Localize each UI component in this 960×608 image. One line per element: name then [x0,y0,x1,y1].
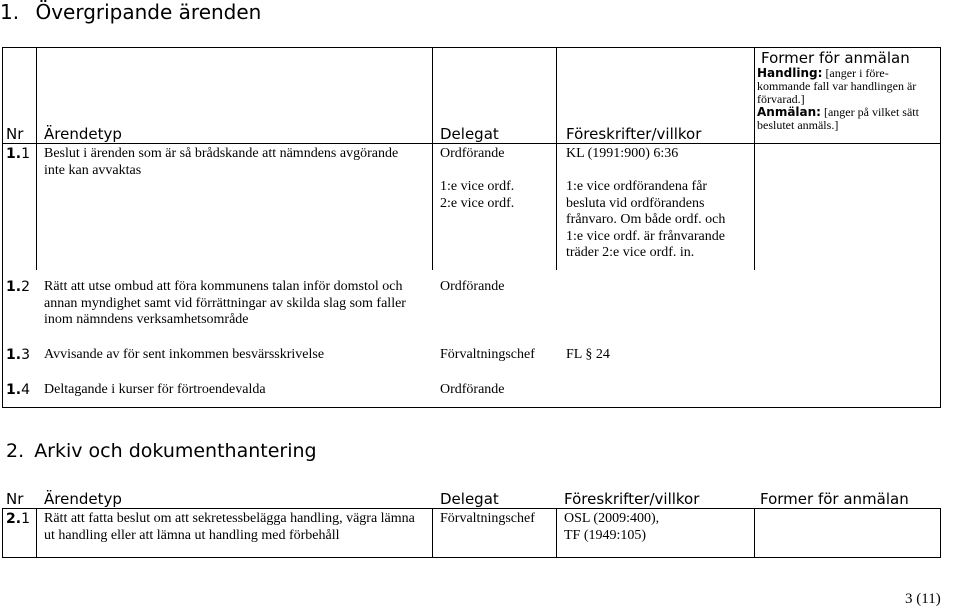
table1-left-border [2,47,3,408]
table2-col-divider-2 [432,508,433,558]
table2-left-border [2,508,3,558]
table1-top-border [2,47,941,48]
header-former: Former för anmälan [760,490,909,508]
former-note [757,67,919,132]
row-number: 1.1 [6,146,30,162]
header-nr: Nr [6,490,24,508]
header-delegat: Delegat [440,125,499,143]
page-number: 3 (11) [905,591,941,607]
former-handling-line1: [anger i före- [825,66,889,80]
section-1-heading [0,0,261,24]
table2-col-divider-3 [556,508,557,558]
row-arendetyp: Rätt att utse ombud att föra kommunens talan inför domstol och annan myndighet samt vid förrättningar av skilda slag som faller inom nämndens verksamhetsområde [44,279,406,327]
former-handling-line2: kommande fall var handlingen är [757,79,917,93]
table1-col-divider-2 [432,47,433,270]
table1-header-rule [2,143,941,144]
header-foreskrifter: Föreskrifter/villkor [564,490,700,508]
table2-header-rule [2,508,941,509]
section-1-number: 1. [0,0,20,24]
header-arendetyp: Ärendetyp [44,490,122,508]
row-foreskrifter: FL § 24 [566,347,610,362]
table1-col-divider-3 [556,47,557,270]
header-nr: Nr [6,125,24,143]
row-number: 1.3 [6,347,30,363]
table1-bottom-border [2,407,941,408]
row-delegat: Ordförande 1:e vice ordf. 2:e vice ordf. [440,146,515,211]
section-2-heading [6,440,317,462]
header-foreskrifter: Föreskrifter/villkor [566,125,702,143]
row-arendetyp: Avvisande av för sent inkommen besvärsskrivelse [44,347,325,362]
section-2-title: Arkiv och dokumenthantering [34,440,317,462]
header-former: Former för anmälan [761,49,910,67]
table2-col-divider-1 [36,508,37,558]
header-arendetyp: Ärendetyp [44,125,122,143]
row-delegat: Ordförande [440,279,505,294]
row-delegat: Förvaltningschef [440,511,535,526]
former-handling-label: Handling: [757,66,823,80]
row-number: 1.2 [6,279,30,295]
section-1-title: Övergripande ärenden [35,0,262,24]
row-delegat: Ordförande [440,382,505,397]
former-handling-line3: förvarad.] [757,92,805,106]
table2-col-divider-4 [754,508,755,558]
row-number: 1.4 [6,382,30,398]
table2-bottom-border [2,557,941,558]
row-arendetyp: Deltagande i kurser för förtroendevalda [44,382,266,397]
header-delegat: Delegat [440,490,499,508]
row-delegat: Förvaltningschef [440,347,535,362]
former-anmalan-line1: [anger på vilket sätt [823,105,919,119]
row-foreskrifter: KL (1991:900) 6:36 1:e vice ordförandena får besluta vid ordförandens frånvaro. Om både ordf. och 1:e vice ordf. är frånvarande träder 2:e vice ordf. in. [566,146,726,260]
row-arendetyp: Beslut i ärenden som är så brådskande att nämndens avgörande inte kan avvaktas [44,146,399,178]
section-2-number: 2. [6,440,25,462]
row-foreskrifter: OSL (2009:400), TF (1949:105) [564,511,660,543]
table1-col-divider-4 [754,47,755,270]
table1-col-divider-1 [36,47,37,270]
row-number: 2.1 [6,511,30,527]
former-anmalan-line2: beslutet anmäls.] [757,118,839,132]
former-anmalan-label: Anmälan: [757,105,821,119]
row-arendetyp: Rätt att fatta beslut om att sekretessbelägga handling, vägra lämna ut handling eller att lämna ut handling med förbehåll [44,511,415,543]
table1-right-border [940,47,941,408]
table2-right-border [940,508,941,558]
